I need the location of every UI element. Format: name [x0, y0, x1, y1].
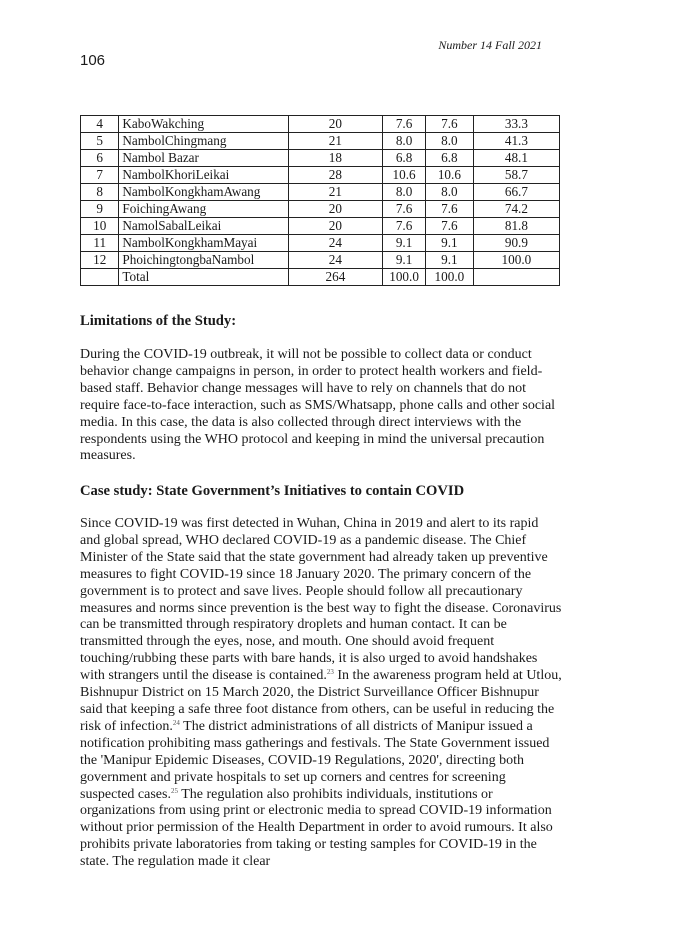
- journal-issue-header: Number 14 Fall 2021: [438, 38, 542, 52]
- cumulative-percent-cell: 33.3: [473, 116, 559, 133]
- percent-cell: 9.1: [383, 252, 426, 269]
- valid-percent-cell: 6.8: [425, 150, 473, 167]
- case-study-text-1: Since COVID-19 was first detected in Wuhan, China in 2019 and alert to its rapid and global spread, WHO declared COVID-19 as a pandemic disease. The Chief Minister of the State said that the state government had already taken up preventive measures to fight COVID-19 since 18 January 2020. The primary concern of the government is to protect and save lives. People should follow all precautionary measures and norms since prevention is the best way to fight the disease. Coronavirus can be transmitted through respiratory droplets and human contact. It can be transmitted through the eyes, nose, and mouth. One should avoid frequent touching/rubbing these parts with bare hands, it is also urged to avoid handshakes with strangers until the disease is contained.: [80, 516, 562, 684]
- frequency-cell: 24: [288, 235, 383, 252]
- frequency-cell: 21: [288, 133, 383, 150]
- locality-cell: NamolSabalLeikai: [119, 218, 288, 235]
- row-number-cell: 4: [81, 116, 119, 133]
- percent-cell: 100.0: [383, 269, 426, 286]
- cumulative-percent-cell: [473, 269, 559, 286]
- footnote-ref-24: 24: [172, 718, 180, 727]
- row-number-cell: 8: [81, 184, 119, 201]
- row-number-cell: 9: [81, 201, 119, 218]
- page-number: 106: [80, 52, 106, 69]
- footnote-ref-25: 25: [170, 786, 178, 795]
- cumulative-percent-cell: 58.7: [473, 167, 559, 184]
- table-row: [81, 116, 560, 133]
- cumulative-percent-cell: 74.2: [473, 201, 559, 218]
- percent-cell: 8.0: [383, 133, 426, 150]
- table-row: [81, 150, 560, 167]
- frequency-cell: 24: [288, 252, 383, 269]
- table-row: [81, 252, 560, 269]
- row-number-cell: 5: [81, 133, 119, 150]
- row-number-cell: 6: [81, 150, 119, 167]
- case-study-heading: Case study: State Government’s Initiatives to contain COVID: [80, 483, 465, 499]
- row-number-cell: 7: [81, 167, 119, 184]
- row-number-cell: 12: [81, 252, 119, 269]
- frequency-cell: 18: [288, 150, 383, 167]
- percent-cell: 7.6: [383, 201, 426, 218]
- frequency-cell: 20: [288, 201, 383, 218]
- cumulative-percent-cell: 100.0: [473, 252, 559, 269]
- locality-cell: NambolChingmang: [119, 133, 288, 150]
- percent-cell: 9.1: [383, 235, 426, 252]
- percent-cell: 6.8: [383, 150, 426, 167]
- valid-percent-cell: 10.6: [425, 167, 473, 184]
- valid-percent-cell: 9.1: [425, 235, 473, 252]
- frequency-cell: 21: [288, 184, 383, 201]
- table-row: [81, 218, 560, 235]
- valid-percent-cell: 7.6: [425, 218, 473, 235]
- row-number-cell: [81, 269, 119, 286]
- table-row: [81, 167, 560, 184]
- limitations-heading: Limitations of the Study:: [80, 313, 237, 329]
- locality-cell: NambolKhoriLeikai: [119, 167, 288, 184]
- limitations-paragraph: During the COVID-19 outbreak, it will not be possible to collect data or conduct behavior change campaigns in person, in order to protect health workers and field-based staff. Behavior change messages will have to rely on channels that do not require face-to-face interaction, such as SMS/Whatsapp, phone calls and other social media. In this case, the data is also collected through direct interviews with the respondents using the WHO protocol and keeping in mind the universal precaution measures.: [80, 347, 556, 464]
- case-study-text-3: The district administrations of all districts of Manipur issued a notification prohibiting mass gatherings and festivals. The State Government issued the 'Manipur Epidemic Diseases, COVID-19 Regulations, 2020', directing both government and private hospitals to set up corners and centres for screening suspected cases.: [80, 718, 550, 802]
- footnote-ref-23: 23: [326, 668, 334, 677]
- percent-cell: 10.6: [383, 167, 426, 184]
- table-row: [81, 133, 560, 150]
- frequency-cell: 20: [288, 116, 383, 133]
- case-study-text-4: The regulation also prohibits individuals, institutions or organizations from using print or electronic media to spread COVID-19 information without prior permission of the Health Department in order to avoid rumours. It also prohibits private laboratories from taking or testing samples for COVID-19 in the state. The regulation made it clear: [80, 786, 553, 870]
- locality-cell: FoichingAwang: [119, 201, 288, 218]
- table-row: [81, 235, 560, 252]
- locality-cell: PhoichingtongbaNambol: [119, 252, 288, 269]
- valid-percent-cell: 7.6: [425, 116, 473, 133]
- cumulative-percent-cell: 90.9: [473, 235, 559, 252]
- percent-cell: 8.0: [383, 184, 426, 201]
- table-row: [81, 184, 560, 201]
- case-study-text-2: In the awareness program held at Utlou, Bishnupur District on 15 March 2020, the District Surveillance Officer Bishnupur said that keeping a safe three foot distance from others, can be useful in reducing the risk of infection.: [80, 668, 562, 734]
- locality-cell: NambolKongkhamMayai: [119, 235, 288, 252]
- row-number-cell: 10: [81, 218, 119, 235]
- locality-cell: NambolKongkhamAwang: [119, 184, 288, 201]
- case-study-paragraph: [80, 516, 562, 871]
- respondents-table: [80, 115, 560, 286]
- percent-cell: 7.6: [383, 218, 426, 235]
- table-row: [81, 269, 560, 286]
- cumulative-percent-cell: 81.8: [473, 218, 559, 235]
- valid-percent-cell: 8.0: [425, 133, 473, 150]
- cumulative-percent-cell: 48.1: [473, 150, 559, 167]
- row-number-cell: 11: [81, 235, 119, 252]
- frequency-cell: 20: [288, 218, 383, 235]
- cumulative-percent-cell: 41.3: [473, 133, 559, 150]
- valid-percent-cell: 100.0: [425, 269, 473, 286]
- frequency-cell: 28: [288, 167, 383, 184]
- frequency-cell: 264: [288, 269, 383, 286]
- valid-percent-cell: 9.1: [425, 252, 473, 269]
- valid-percent-cell: 7.6: [425, 201, 473, 218]
- valid-percent-cell: 8.0: [425, 184, 473, 201]
- cumulative-percent-cell: 66.7: [473, 184, 559, 201]
- locality-cell: Total: [119, 269, 288, 286]
- locality-cell: Nambol Bazar: [119, 150, 288, 167]
- percent-cell: 7.6: [383, 116, 426, 133]
- table-body: [81, 116, 560, 286]
- table-row: [81, 201, 560, 218]
- locality-cell: KaboWakching: [119, 116, 288, 133]
